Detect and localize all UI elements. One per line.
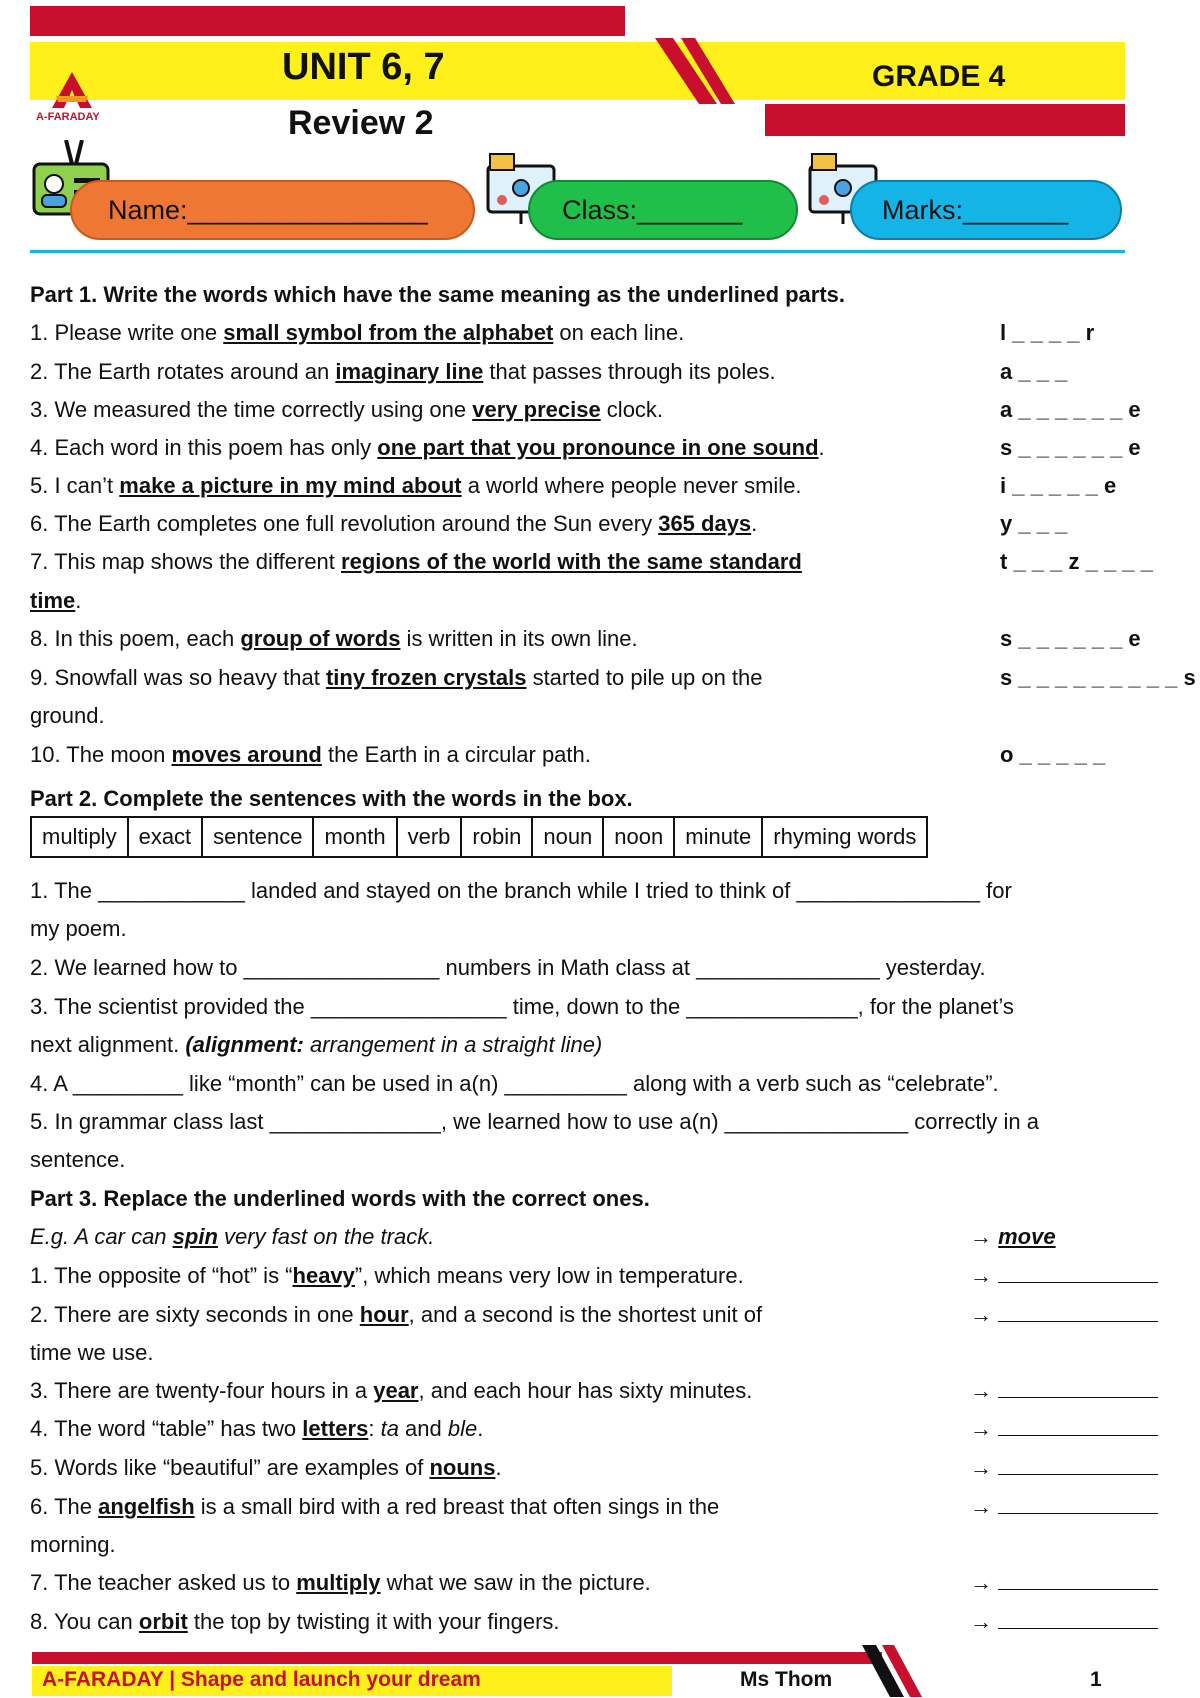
- part1-item: 7. This map shows the different regions of the world with the same standard: [30, 549, 802, 574]
- note-definition: arrangement in a straight line): [303, 1032, 603, 1057]
- answer-line[interactable]: [970, 1564, 1158, 1602]
- part3-heading: Part 3. Replace the underlined words with the correct ones.: [30, 1186, 650, 1211]
- answer-blank[interactable]: [998, 1299, 1158, 1322]
- name-label: Name:________________: [108, 194, 428, 225]
- part3-example: E.g. A car can spin very fast on the track.: [30, 1224, 435, 1249]
- underlined-phrase: 365 days: [658, 511, 752, 536]
- part1-item: 3. We measured the time correctly using one very precise clock.: [30, 397, 664, 422]
- word-box-cell: noon: [603, 817, 674, 857]
- underlined-phrase: time: [30, 588, 76, 613]
- answer-hint: y _ _ _: [1000, 511, 1068, 536]
- example-answer-word: move: [998, 1224, 1056, 1249]
- marks-field[interactable]: [850, 180, 1122, 240]
- underlined-word: angelfish: [98, 1494, 195, 1519]
- part3-item: 1. The opposite of “hot” is “heavy”, which means very low in temperature.: [30, 1263, 744, 1288]
- arrow-icon: →: [970, 1416, 992, 1441]
- underlined-phrase: regions of the world with the same standard: [341, 549, 802, 574]
- answer-line[interactable]: [970, 1257, 1158, 1295]
- part3-item: 7. The teacher asked us to multiply what we saw in the picture.: [30, 1570, 651, 1595]
- example-underlined: spin: [172, 1224, 218, 1249]
- answer-line[interactable]: [970, 1603, 1158, 1641]
- page-number: 1: [1090, 1668, 1102, 1691]
- word-box-cell: noun: [532, 817, 603, 857]
- part2-line: my poem.: [30, 916, 127, 941]
- footer-stripes-icon: [862, 1645, 922, 1697]
- marks-label: Marks:_______: [882, 194, 1069, 225]
- footer-teacher: Ms Thom: [740, 1668, 833, 1691]
- part2-line: 5. In grammar class last ______________, we learned how to use a(n) _______________ correctly in a: [30, 1109, 1039, 1134]
- answer-hint: l _ _ _ _ r: [1000, 320, 1095, 345]
- underlined-phrase: make a picture in my mind about: [119, 473, 462, 498]
- word-box-cell: exact: [128, 817, 203, 857]
- arrow-icon: →: [970, 1570, 992, 1595]
- arrow-icon: →: [970, 1378, 992, 1403]
- part3-item: 8. You can orbit the top by twisting it with your fingers.: [30, 1609, 560, 1634]
- answer-hint: s _ _ _ _ _ _ _ _ _ s: [1000, 665, 1196, 690]
- underlined-phrase: moves around: [171, 742, 322, 767]
- logo-text: A-FARADAY: [36, 111, 100, 123]
- underlined-phrase: tiny frozen crystals: [325, 665, 527, 690]
- word-box-cell: multiply: [31, 817, 128, 857]
- part1-item: 10. The moon moves around the Earth in a circular path.: [30, 742, 591, 767]
- part3-item: time we use.: [30, 1340, 154, 1365]
- part3-item: morning.: [30, 1532, 116, 1557]
- underlined-phrase: one part that you pronounce in one sound: [377, 435, 819, 460]
- part1-item: 6. The Earth completes one full revolution around the Sun every 365 days.: [30, 511, 758, 536]
- underlined-word: multiply: [296, 1570, 381, 1595]
- answer-blank[interactable]: [998, 1567, 1158, 1590]
- answer-blank[interactable]: [998, 1491, 1158, 1514]
- answer-line[interactable]: [970, 1372, 1158, 1410]
- answer-hint: s _ _ _ _ _ _ e: [1000, 435, 1141, 460]
- underlined-word: nouns: [429, 1455, 496, 1480]
- arrow-icon: →: [970, 1609, 992, 1634]
- word-box-cell: robin: [461, 817, 532, 857]
- part2-line: 2. We learned how to ________________ numbers in Math class at _______________ yesterday.: [30, 955, 986, 980]
- underlined-word: heavy: [292, 1263, 355, 1288]
- answer-blank[interactable]: [998, 1260, 1158, 1283]
- footer-slogan: A-FARADAY | Shape and launch your dream: [42, 1668, 481, 1691]
- header-stripes-icon: [655, 38, 735, 104]
- part3-item: 5. Words like “beautiful” are examples of nouns.: [30, 1455, 502, 1480]
- answer-blank[interactable]: [998, 1606, 1158, 1629]
- note-prefix: next alignment.: [30, 1032, 186, 1057]
- example-answer: [970, 1218, 1056, 1256]
- part1-item: 9. Snowfall was so heavy that tiny frozen crystals started to pile up on the: [30, 665, 763, 690]
- answer-line[interactable]: [970, 1296, 1158, 1334]
- header-divider: [30, 250, 1125, 253]
- part3-item: 2. There are sixty seconds in one hour, and a second is the shortest unit of: [30, 1302, 763, 1327]
- underlined-phrase: imaginary line: [335, 359, 484, 384]
- arrow-icon: →: [970, 1494, 992, 1519]
- underlined-word: letters: [302, 1416, 369, 1441]
- word-box-cell: sentence: [202, 817, 313, 857]
- top-red-bar: [30, 6, 625, 36]
- answer-hint: o _ _ _ _ _: [1000, 742, 1106, 767]
- answer-line[interactable]: [970, 1449, 1158, 1487]
- underlined-phrase: small symbol from the alphabet: [223, 320, 554, 345]
- underlined-word: orbit: [138, 1609, 188, 1634]
- part3-item: 3. There are twenty-four hours in a year, and each hour has sixty minutes.: [30, 1378, 753, 1403]
- underlined-word: hour: [359, 1302, 409, 1327]
- underlined-phrase: group of words: [240, 626, 401, 651]
- footer-red-bar: [32, 1652, 882, 1664]
- answer-hint: i _ _ _ _ _ e: [1000, 473, 1117, 498]
- answer-line[interactable]: [970, 1488, 1158, 1526]
- class-label: Class:_______: [562, 194, 743, 225]
- answer-blank[interactable]: [998, 1413, 1158, 1436]
- word-box-cell: minute: [674, 817, 762, 857]
- faraday-logo-icon: [42, 70, 102, 110]
- answer-blank[interactable]: [998, 1375, 1158, 1398]
- answer-hint: a _ _ _: [1000, 359, 1068, 384]
- word-box-cell: verb: [397, 817, 462, 857]
- part1-item: 8. In this poem, each group of words is written in its own line.: [30, 626, 638, 651]
- answer-line[interactable]: [970, 1410, 1158, 1448]
- name-field[interactable]: [70, 180, 475, 240]
- class-field[interactable]: [528, 180, 798, 240]
- grade-label: GRADE 4: [872, 60, 1006, 93]
- underlined-word: year: [373, 1378, 419, 1403]
- part2-line: 3. The scientist provided the ________________ time, down to the ______________, for the planet’s: [30, 994, 1014, 1019]
- part1-item: 5. I can’t make a picture in my mind about a world where people never smile.: [30, 473, 802, 498]
- answer-hint: s _ _ _ _ _ _ e: [1000, 626, 1141, 651]
- part2-line: 1. The ____________ landed and stayed on the branch while I tried to think of _______________ for: [30, 878, 1012, 903]
- grade-red-bar: [765, 104, 1125, 136]
- part1-item: ground.: [30, 703, 105, 728]
- part1-item: 4. Each word in this poem has only one part that you pronounce in one sound.: [30, 435, 825, 460]
- part2-line: 4. A _________ like “month” can be used in a(n) __________ along with a verb such as “celebrate”.: [30, 1071, 999, 1096]
- arrow-icon: →: [970, 1302, 992, 1327]
- part3-item: 6. The angelfish is a small bird with a red breast that often sings in the: [30, 1494, 720, 1519]
- part2-line: sentence.: [30, 1147, 126, 1172]
- part2-heading: Part 2. Complete the sentences with the words in the box.: [30, 786, 633, 811]
- word-box-cell: rhyming words: [762, 817, 927, 857]
- part3-item: 4. The word “table” has two letters: ta and ble.: [30, 1416, 484, 1441]
- note-term: (alignment:: [185, 1032, 304, 1057]
- arrow-icon: →: [970, 1455, 992, 1480]
- page-subtitle: Review 2: [288, 104, 434, 142]
- part1-heading: Part 1. Write the words which have the same meaning as the underlined parts.: [30, 282, 846, 307]
- part1-item: 1. Please write one small symbol from the alphabet on each line.: [30, 320, 685, 345]
- answer-hint: t _ _ _ z _ _ _ _: [1000, 549, 1153, 574]
- arrow-icon: →: [970, 1263, 992, 1288]
- part2-note-line: [30, 1026, 1175, 1064]
- page-title: UNIT 6, 7: [282, 46, 445, 88]
- arrow-icon: →: [970, 1224, 992, 1249]
- underlined-phrase: very precise: [472, 397, 601, 422]
- word-box-cell: month: [313, 817, 396, 857]
- part1-item: time.: [30, 588, 82, 613]
- word-box: [30, 816, 928, 858]
- part1-item: 2. The Earth rotates around an imaginary line that passes through its poles.: [30, 359, 776, 384]
- answer-blank[interactable]: [998, 1452, 1158, 1475]
- answer-hint: a _ _ _ _ _ _ e: [1000, 397, 1141, 422]
